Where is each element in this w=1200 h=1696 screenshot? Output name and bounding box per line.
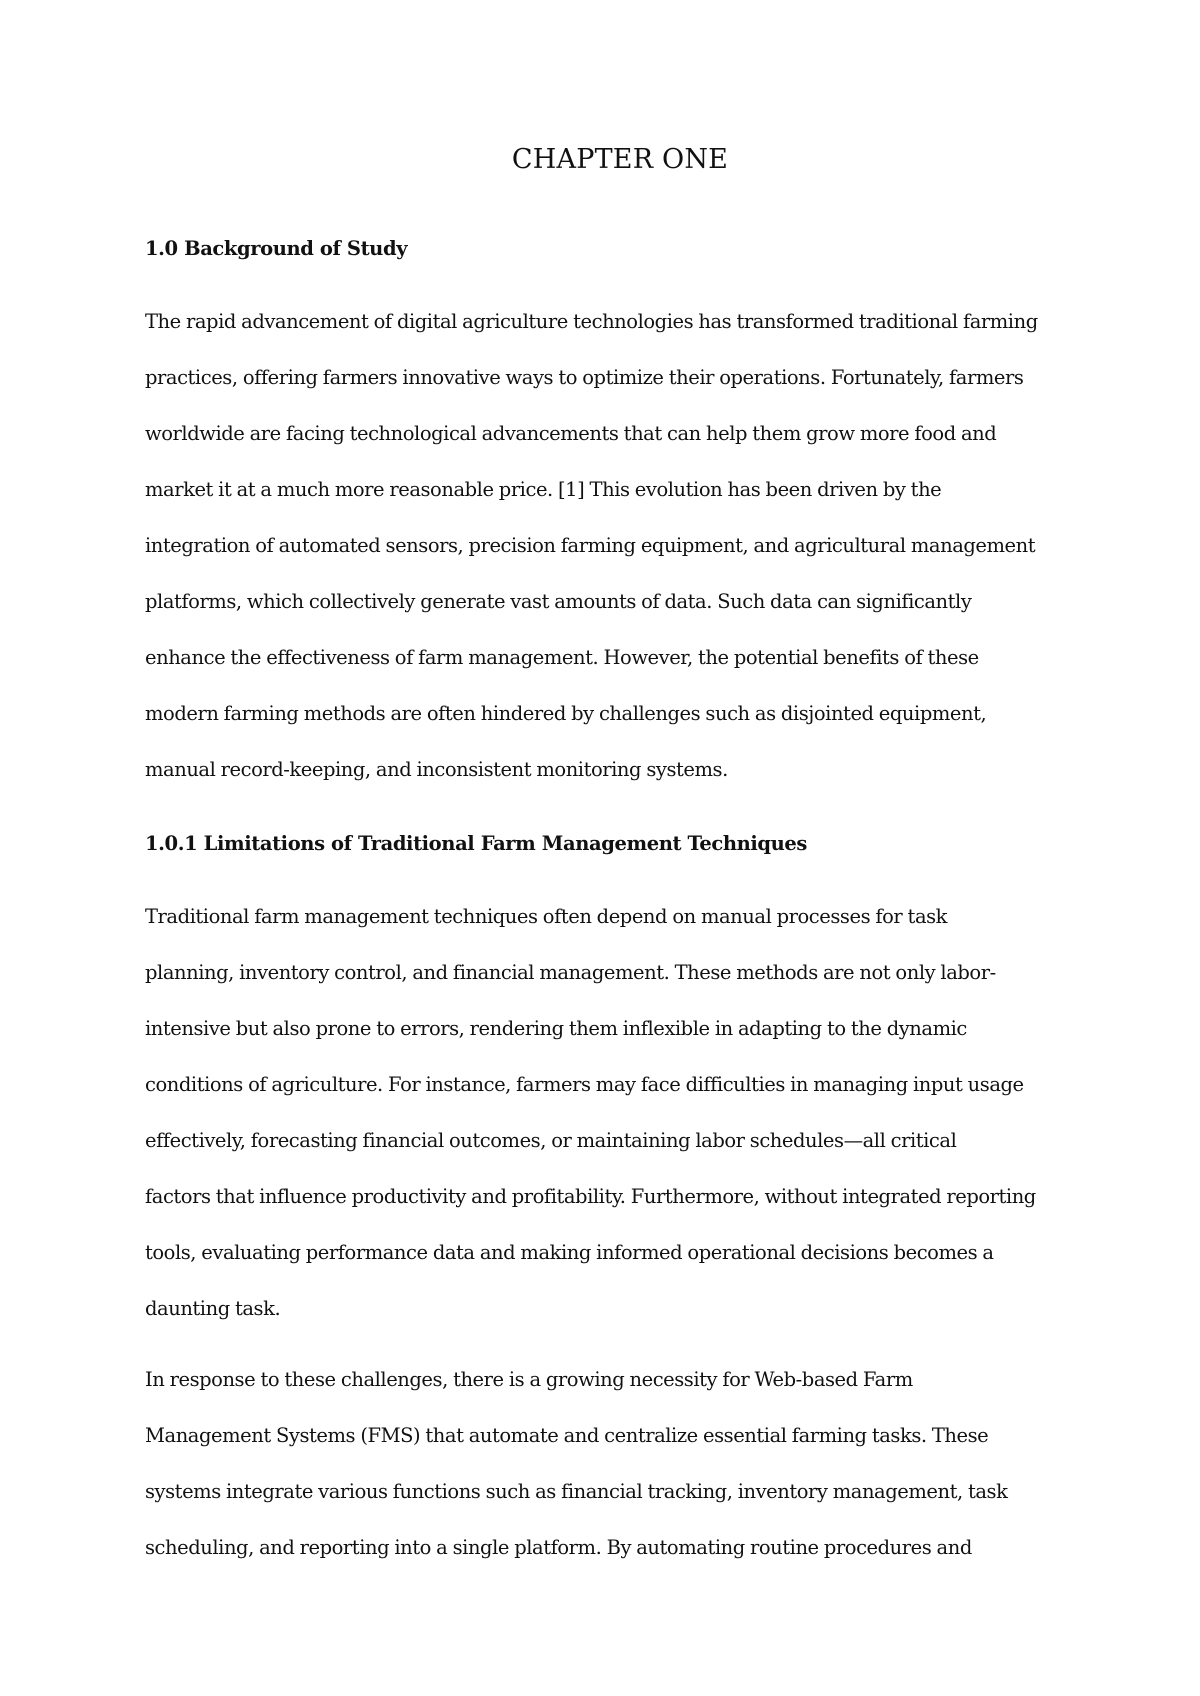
paragraph-line: The rapid advancement of digital agriculture technologies has transformed traditional farming — [145, 310, 1038, 333]
paragraph-line: planning, inventory control, and financial management. These methods are not only labor- — [145, 961, 996, 984]
paragraph-line: factors that influence productivity and profitability. Furthermore, without integrated reporting — [145, 1185, 1036, 1208]
paragraph-line: effectively, forecasting financial outcomes, or maintaining labor schedules—all critical — [145, 1129, 957, 1152]
paragraph-line: scheduling, and reporting into a single platform. By automating routine procedures and — [145, 1536, 972, 1559]
paragraph-line: systems integrate various functions such as financial tracking, inventory management, task — [145, 1480, 1008, 1503]
paragraph-line: platforms, which collectively generate vast amounts of data. Such data can significantly — [145, 590, 972, 613]
paragraph-line: integration of automated sensors, precision farming equipment, and agricultural management — [145, 534, 1036, 557]
section-heading-limitations: 1.0.1 Limitations of Traditional Farm Management Techniques — [145, 832, 808, 855]
paragraph-line: daunting task. — [145, 1297, 281, 1320]
section-heading-background: 1.0 Background of Study — [145, 237, 408, 260]
paragraph-line: enhance the effectiveness of farm management. However, the potential benefits of these — [145, 646, 979, 669]
paragraph-line: manual record-keeping, and inconsistent monitoring systems. — [145, 758, 728, 781]
chapter-title: CHAPTER ONE — [511, 144, 729, 175]
paragraph-line: In response to these challenges, there is a growing necessity for Web-based Farm — [145, 1368, 913, 1391]
paragraph-line: conditions of agriculture. For instance, farmers may face difficulties in managing input usage — [145, 1073, 1024, 1096]
paragraph-line: Management Systems (FMS) that automate and centralize essential farming tasks. These — [145, 1424, 989, 1447]
paragraph-line: tools, evaluating performance data and making informed operational decisions becomes a — [145, 1241, 994, 1264]
paragraph-line: modern farming methods are often hindered by challenges such as disjointed equipment, — [145, 702, 987, 725]
paragraph-line: practices, offering farmers innovative ways to optimize their operations. Fortunately, farmers — [145, 366, 1024, 389]
paragraph-line: worldwide are facing technological advancements that can help them grow more food and — [145, 422, 997, 445]
paragraph-line: Traditional farm management techniques often depend on manual processes for task — [145, 905, 948, 928]
paragraph-line: intensive but also prone to errors, rendering them inflexible in adapting to the dynamic — [145, 1017, 967, 1040]
paragraph-line: market it at a much more reasonable price. [1] This evolution has been driven by the — [145, 478, 942, 501]
